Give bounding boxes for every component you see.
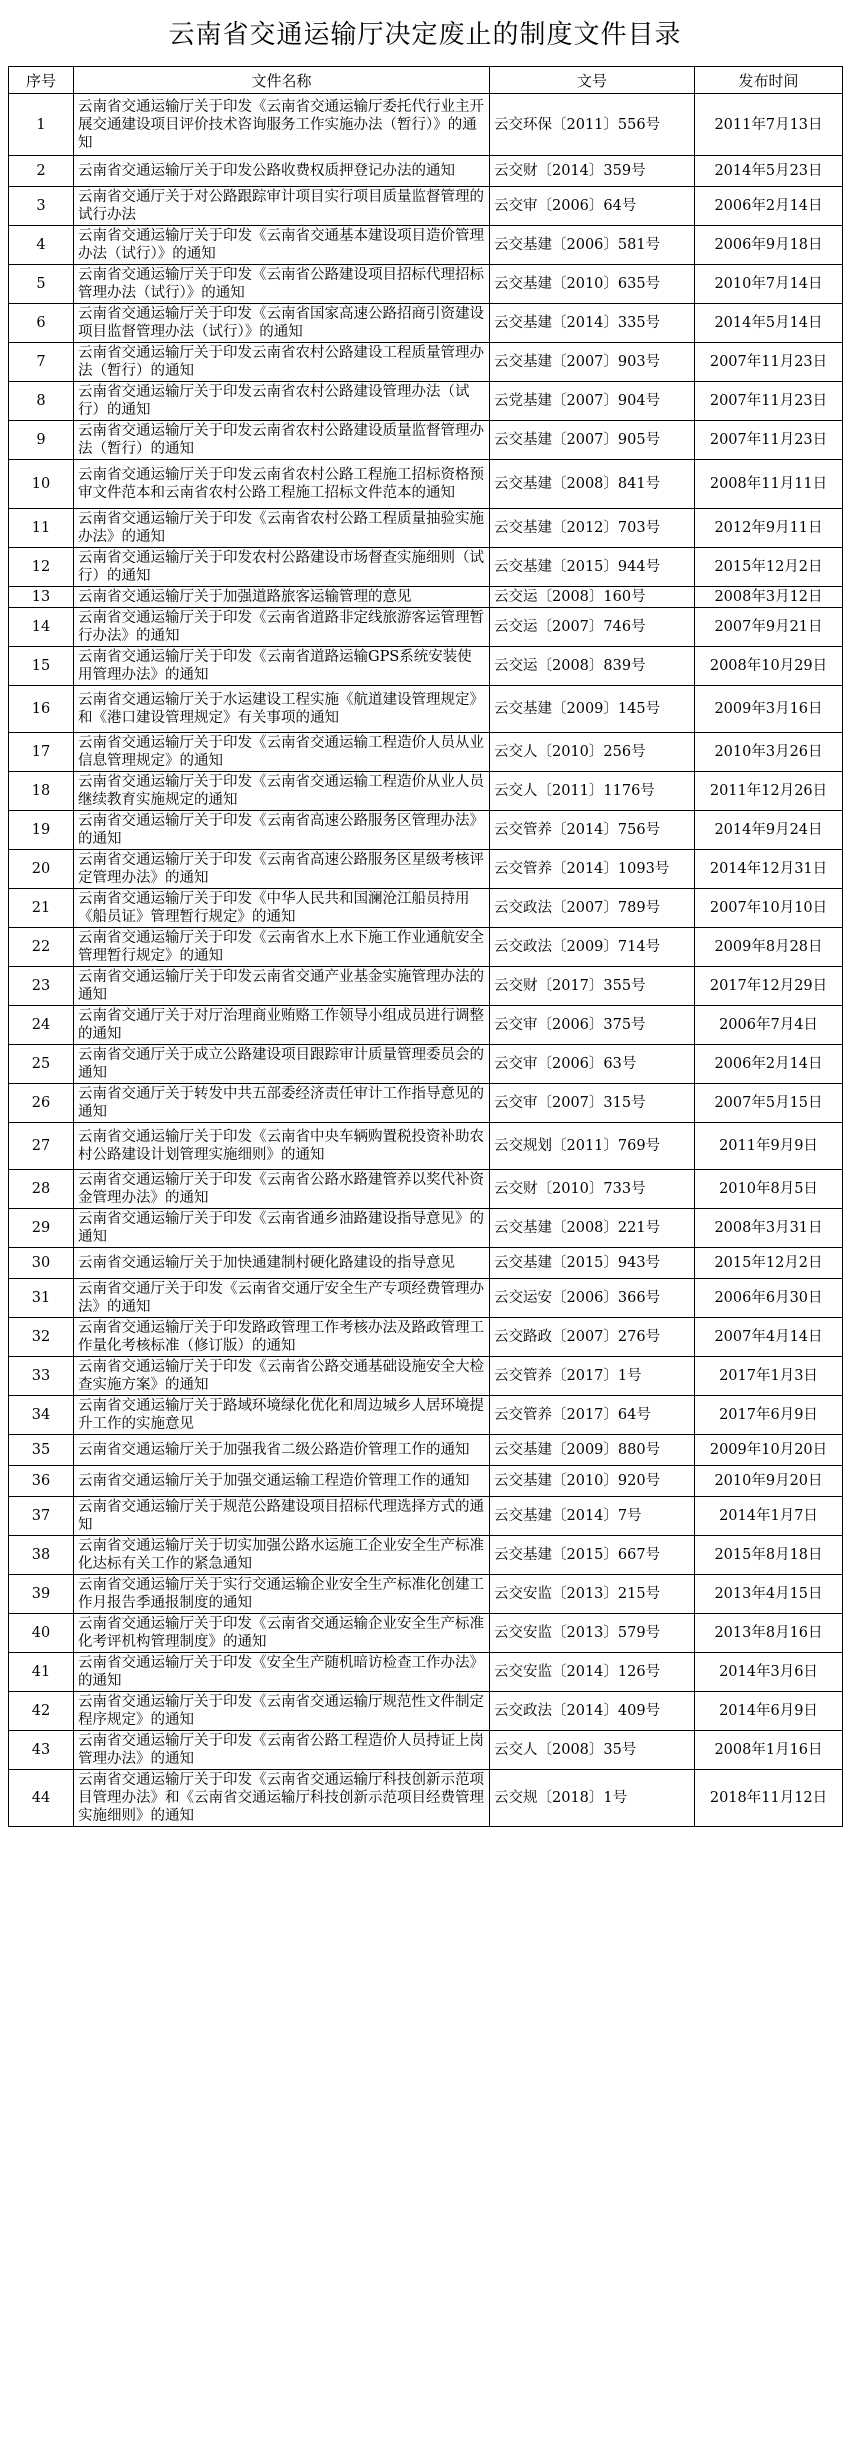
table-row	[9, 421, 843, 460]
table-row	[9, 1614, 843, 1653]
header-publish-date: 发布时间	[695, 67, 843, 94]
cell-document-name: 云南省交通运输厅关于印发《云南省公路交通基础设施安全大检查实施方案》的通知	[74, 1357, 490, 1396]
cell-publish-date: 2008年3月12日	[695, 587, 843, 608]
cell-publish-date: 2008年1月16日	[695, 1731, 843, 1770]
cell-index: 37	[9, 1497, 74, 1536]
cell-index: 27	[9, 1123, 74, 1170]
cell-document-name: 云南省交通运输厅关于印发《云南省水上水下施工作业通航安全管理暂行规定》的通知	[74, 928, 490, 967]
cell-document-number: 云交运〔2007〕746号	[490, 608, 695, 647]
cell-document-name: 云南省交通厅关于对公路跟踪审计项目实行项目质量监督管理的试行办法	[74, 187, 490, 226]
cell-index: 7	[9, 343, 74, 382]
table-row	[9, 1045, 843, 1084]
table-row	[9, 1435, 843, 1466]
cell-index: 8	[9, 382, 74, 421]
cell-document-number: 云交基建〔2007〕905号	[490, 421, 695, 460]
table-row	[9, 733, 843, 772]
table-row	[9, 226, 843, 265]
cell-index: 32	[9, 1318, 74, 1357]
table-row	[9, 1466, 843, 1497]
cell-publish-date: 2006年6月30日	[695, 1279, 843, 1318]
cell-publish-date: 2011年12月26日	[695, 772, 843, 811]
header-document-name: 文件名称	[74, 67, 490, 94]
cell-document-number: 云交基建〔2009〕145号	[490, 686, 695, 733]
cell-publish-date: 2008年3月31日	[695, 1209, 843, 1248]
table-row	[9, 343, 843, 382]
cell-index: 10	[9, 460, 74, 509]
cell-index: 20	[9, 850, 74, 889]
cell-publish-date: 2007年11月23日	[695, 421, 843, 460]
cell-index: 23	[9, 967, 74, 1006]
table-row	[9, 509, 843, 548]
cell-index: 9	[9, 421, 74, 460]
table-row	[9, 647, 843, 686]
cell-document-number: 云交政法〔2014〕409号	[490, 1692, 695, 1731]
cell-document-number: 云交审〔2006〕64号	[490, 187, 695, 226]
cell-index: 29	[9, 1209, 74, 1248]
cell-document-name: 云南省交通运输厅关于印发《云南省国家高速公路招商引资建设项目监督管理办法（试行）》的通知	[74, 304, 490, 343]
cell-publish-date: 2007年5月15日	[695, 1084, 843, 1123]
cell-index: 38	[9, 1536, 74, 1575]
cell-publish-date: 2011年7月13日	[695, 94, 843, 156]
cell-document-name: 云南省交通厅关于印发《云南省交通厅安全生产专项经费管理办法》的通知	[74, 1279, 490, 1318]
cell-publish-date: 2007年4月14日	[695, 1318, 843, 1357]
cell-document-number: 云交管养〔2017〕64号	[490, 1396, 695, 1435]
cell-index: 28	[9, 1170, 74, 1209]
cell-publish-date: 2012年9月11日	[695, 509, 843, 548]
table-row	[9, 811, 843, 850]
cell-document-name: 云南省交通运输厅关于印发《云南省交通基本建设项目造价管理办法（试行）》的通知	[74, 226, 490, 265]
cell-index: 13	[9, 587, 74, 608]
cell-publish-date: 2017年12月29日	[695, 967, 843, 1006]
cell-document-number: 云交运安〔2006〕366号	[490, 1279, 695, 1318]
cell-index: 34	[9, 1396, 74, 1435]
cell-document-number: 云交环保〔2011〕556号	[490, 94, 695, 156]
cell-document-name: 云南省交通运输厅关于印发《云南省交通运输厅委托代行业主开展交通建设项目评价技术咨询服务工作实施办法（暂行）》的通知	[74, 94, 490, 156]
cell-document-number: 云交安监〔2013〕215号	[490, 1575, 695, 1614]
cell-publish-date: 2014年12月31日	[695, 850, 843, 889]
table-row	[9, 850, 843, 889]
cell-document-number: 云交基建〔2015〕667号	[490, 1536, 695, 1575]
cell-publish-date: 2008年10月29日	[695, 647, 843, 686]
cell-index: 40	[9, 1614, 74, 1653]
cell-document-number: 云交管养〔2014〕756号	[490, 811, 695, 850]
cell-index: 4	[9, 226, 74, 265]
cell-document-number: 云交管养〔2014〕1093号	[490, 850, 695, 889]
cell-index: 3	[9, 187, 74, 226]
cell-document-number: 云交人〔2011〕1176号	[490, 772, 695, 811]
cell-document-number: 云交审〔2007〕315号	[490, 1084, 695, 1123]
cell-document-number: 云交运〔2008〕160号	[490, 587, 695, 608]
cell-publish-date: 2010年7月14日	[695, 265, 843, 304]
cell-document-name: 云南省交通运输厅关于印发《云南省交通运输工程造价人员从业信息管理规定》的通知	[74, 733, 490, 772]
cell-publish-date: 2007年11月23日	[695, 343, 843, 382]
cell-index: 16	[9, 686, 74, 733]
cell-document-number: 云交安监〔2013〕579号	[490, 1614, 695, 1653]
cell-document-name: 云南省交通运输厅关于印发农村公路建设市场督查实施细则（试行）的通知	[74, 548, 490, 587]
cell-document-name: 云南省交通运输厅关于加强道路旅客运输管理的意见	[74, 587, 490, 608]
cell-index: 19	[9, 811, 74, 850]
cell-document-name: 云南省交通运输厅关于印发云南省交通产业基金实施管理办法的通知	[74, 967, 490, 1006]
cell-index: 25	[9, 1045, 74, 1084]
table-row	[9, 1170, 843, 1209]
cell-document-number: 云交规划〔2011〕769号	[490, 1123, 695, 1170]
cell-publish-date: 2014年1月7日	[695, 1497, 843, 1536]
cell-document-number: 云交审〔2006〕63号	[490, 1045, 695, 1084]
cell-document-number: 云交基建〔2015〕944号	[490, 548, 695, 587]
table-row	[9, 587, 843, 608]
cell-document-name: 云南省交通运输厅关于印发《安全生产随机暗访检查工作办法》的通知	[74, 1653, 490, 1692]
cell-index: 2	[9, 156, 74, 187]
cell-index: 22	[9, 928, 74, 967]
cell-publish-date: 2014年5月23日	[695, 156, 843, 187]
cell-document-name: 云南省交通运输厅关于印发《云南省道路非定线旅游客运管理暂行办法》的通知	[74, 608, 490, 647]
cell-document-name: 云南省交通运输厅关于印发《云南省高速公路服务区管理办法》的通知	[74, 811, 490, 850]
cell-publish-date: 2006年7月4日	[695, 1006, 843, 1045]
cell-document-name: 云南省交通运输厅关于加快通建制村硬化路建设的指导意见	[74, 1248, 490, 1279]
table-row	[9, 1279, 843, 1318]
header-document-number: 文号	[490, 67, 695, 94]
cell-document-number: 云交基建〔2010〕920号	[490, 1466, 695, 1497]
cell-index: 21	[9, 889, 74, 928]
cell-document-name: 云南省交通运输厅关于实行交通运输企业安全生产标准化创建工作月报告季通报制度的通知	[74, 1575, 490, 1614]
table-row	[9, 686, 843, 733]
cell-document-number: 云交基建〔2014〕7号	[490, 1497, 695, 1536]
cell-document-name: 云南省交通运输厅关于印发《云南省交通运输厅科技创新示范项目管理办法》和《云南省交通运输厅科技创新示范项目经费管理实施细则》的通知	[74, 1770, 490, 1827]
table-row	[9, 1653, 843, 1692]
table-row	[9, 1692, 843, 1731]
cell-index: 35	[9, 1435, 74, 1466]
cell-document-name: 云南省交通运输厅关于路域环境绿化优化和周边城乡人居环境提升工作的实施意见	[74, 1396, 490, 1435]
cell-document-name: 云南省交通运输厅关于印发《云南省公路建设项目招标代理招标管理办法（试行）》的通知	[74, 265, 490, 304]
cell-document-name: 云南省交通运输厅关于印发《云南省交通运输工程造价从业人员继续教育实施规定的通知	[74, 772, 490, 811]
table-row	[9, 382, 843, 421]
cell-document-name: 云南省交通运输厅关于印发公路收费权质押登记办法的通知	[74, 156, 490, 187]
cell-publish-date: 2009年10月20日	[695, 1435, 843, 1466]
table-row	[9, 1396, 843, 1435]
cell-document-name: 云南省交通运输厅关于切实加强公路水运施工企业安全生产标准化达标有关工作的紧急通知	[74, 1536, 490, 1575]
table-row	[9, 1084, 843, 1123]
table-row	[9, 460, 843, 509]
cell-index: 26	[9, 1084, 74, 1123]
cell-index: 33	[9, 1357, 74, 1396]
cell-publish-date: 2015年12月2日	[695, 1248, 843, 1279]
cell-publish-date: 2010年9月20日	[695, 1466, 843, 1497]
cell-index: 39	[9, 1575, 74, 1614]
cell-document-number: 云交基建〔2012〕703号	[490, 509, 695, 548]
cell-document-name: 云南省交通厅关于转发中共五部委经济责任审计工作指导意见的通知	[74, 1084, 490, 1123]
cell-publish-date: 2009年3月16日	[695, 686, 843, 733]
cell-document-name: 云南省交通运输厅关于印发《云南省公路水路建管养以奖代补资金管理办法》的通知	[74, 1170, 490, 1209]
table-row	[9, 304, 843, 343]
cell-document-number: 云交政法〔2007〕789号	[490, 889, 695, 928]
cell-document-name: 云南省交通厅关于成立公路建设项目跟踪审计质量管理委员会的通知	[74, 1045, 490, 1084]
table-row	[9, 1006, 843, 1045]
cell-publish-date: 2013年4月15日	[695, 1575, 843, 1614]
table-row	[9, 265, 843, 304]
header-row	[9, 67, 843, 94]
cell-document-number: 云交基建〔2009〕880号	[490, 1435, 695, 1466]
cell-index: 15	[9, 647, 74, 686]
cell-index: 18	[9, 772, 74, 811]
cell-publish-date: 2014年6月9日	[695, 1692, 843, 1731]
cell-document-name: 云南省交通运输厅关于规范公路建设项目招标代理选择方式的通知	[74, 1497, 490, 1536]
table-row	[9, 1770, 843, 1827]
cell-document-number: 云交审〔2006〕375号	[490, 1006, 695, 1045]
cell-publish-date: 2006年9月18日	[695, 226, 843, 265]
cell-document-name: 云南省交通运输厅关于印发《云南省交通运输企业安全生产标准化考评机构管理制度》的通知	[74, 1614, 490, 1653]
cell-document-name: 云南省交通运输厅关于印发云南省农村公路建设工程质量管理办法（暂行）的通知	[74, 343, 490, 382]
table-row	[9, 889, 843, 928]
table-row	[9, 967, 843, 1006]
cell-document-number: 云交财〔2010〕733号	[490, 1170, 695, 1209]
cell-publish-date: 2009年8月28日	[695, 928, 843, 967]
table-row	[9, 1248, 843, 1279]
cell-document-number: 云交人〔2010〕256号	[490, 733, 695, 772]
cell-document-number: 云交基建〔2006〕581号	[490, 226, 695, 265]
cell-document-number: 云交政法〔2009〕714号	[490, 928, 695, 967]
cell-index: 44	[9, 1770, 74, 1827]
table-row	[9, 608, 843, 647]
table-row	[9, 772, 843, 811]
cell-document-number: 云党基建〔2007〕904号	[490, 382, 695, 421]
cell-index: 31	[9, 1279, 74, 1318]
cell-index: 11	[9, 509, 74, 548]
cell-publish-date: 2018年11月12日	[695, 1770, 843, 1827]
cell-document-number: 云交基建〔2008〕221号	[490, 1209, 695, 1248]
table-row	[9, 94, 843, 156]
cell-document-name: 云南省交通运输厅关于加强我省二级公路造价管理工作的通知	[74, 1435, 490, 1466]
cell-document-name: 云南省交通运输厅关于水运建设工程实施《航道建设管理规定》和《港口建设管理规定》有关事项的通知	[74, 686, 490, 733]
table-row	[9, 1357, 843, 1396]
cell-publish-date: 2014年3月6日	[695, 1653, 843, 1692]
table-row	[9, 1123, 843, 1170]
cell-document-number: 云交管养〔2017〕1号	[490, 1357, 695, 1396]
cell-document-number: 云交路政〔2007〕276号	[490, 1318, 695, 1357]
cell-publish-date: 2017年1月3日	[695, 1357, 843, 1396]
cell-document-name: 云南省交通运输厅关于印发《中华人民共和国澜沧江船员持用《船员证》管理暂行规定》的通知	[74, 889, 490, 928]
cell-document-number: 云交运〔2008〕839号	[490, 647, 695, 686]
cell-index: 1	[9, 94, 74, 156]
table-header	[9, 67, 843, 94]
table-row	[9, 1575, 843, 1614]
table-row	[9, 1209, 843, 1248]
cell-document-name: 云南省交通运输厅关于印发《云南省通乡油路建设指导意见》的通知	[74, 1209, 490, 1248]
cell-document-number: 云交安监〔2014〕126号	[490, 1653, 695, 1692]
cell-publish-date: 2014年5月14日	[695, 304, 843, 343]
cell-publish-date: 2006年2月14日	[695, 187, 843, 226]
cell-document-name: 云南省交通运输厅关于印发云南省农村公路建设质量监督管理办法（暂行）的通知	[74, 421, 490, 460]
table-row	[9, 1318, 843, 1357]
table-row	[9, 187, 843, 226]
cell-document-number: 云交基建〔2014〕335号	[490, 304, 695, 343]
cell-publish-date: 2007年9月21日	[695, 608, 843, 647]
cell-document-name: 云南省交通运输厅关于印发路政管理工作考核办法及路政管理工作量化考核标准（修订版）的通知	[74, 1318, 490, 1357]
cell-document-name: 云南省交通运输厅关于印发《云南省交通运输厅规范性文件制定程序规定》的通知	[74, 1692, 490, 1731]
cell-index: 24	[9, 1006, 74, 1045]
repealed-documents-table	[8, 66, 843, 1827]
cell-document-number: 云交基建〔2007〕903号	[490, 343, 695, 382]
cell-publish-date: 2015年12月2日	[695, 548, 843, 587]
cell-document-name: 云南省交通运输厅关于印发《云南省高速公路服务区星级考核评定管理办法》的通知	[74, 850, 490, 889]
cell-document-name: 云南省交通运输厅关于印发云南省农村公路工程施工招标资格预审文件范本和云南省农村公路工程施工招标文件范本的通知	[74, 460, 490, 509]
cell-index: 6	[9, 304, 74, 343]
table-row	[9, 928, 843, 967]
table-row	[9, 1731, 843, 1770]
document-title: 云南省交通运输厅决定废止的制度文件目录	[168, 20, 682, 50]
cell-publish-date: 2010年3月26日	[695, 733, 843, 772]
cell-document-number: 云交基建〔2010〕635号	[490, 265, 695, 304]
cell-document-name: 云南省交通运输厅关于加强交通运输工程造价管理工作的通知	[74, 1466, 490, 1497]
cell-index: 12	[9, 548, 74, 587]
cell-index: 41	[9, 1653, 74, 1692]
cell-index: 43	[9, 1731, 74, 1770]
cell-index: 17	[9, 733, 74, 772]
cell-index: 42	[9, 1692, 74, 1731]
cell-publish-date: 2015年8月18日	[695, 1536, 843, 1575]
cell-document-number: 云交规〔2018〕1号	[490, 1770, 695, 1827]
cell-publish-date: 2007年10月10日	[695, 889, 843, 928]
cell-index: 30	[9, 1248, 74, 1279]
cell-document-number: 云交人〔2008〕35号	[490, 1731, 695, 1770]
table-row	[9, 548, 843, 587]
cell-document-name: 云南省交通运输厅关于印发云南省农村公路建设管理办法（试行）的通知	[74, 382, 490, 421]
cell-publish-date: 2017年6月9日	[695, 1396, 843, 1435]
cell-publish-date: 2007年11月23日	[695, 382, 843, 421]
cell-publish-date: 2010年8月5日	[695, 1170, 843, 1209]
cell-document-name: 云南省交通运输厅关于印发《云南省道路运输GPS系统安装使用管理办法》的通知	[74, 647, 490, 686]
cell-document-name: 云南省交通厅关于对厅治理商业贿赂工作领导小组成员进行调整的通知	[74, 1006, 490, 1045]
cell-publish-date: 2006年2月14日	[695, 1045, 843, 1084]
table-row	[9, 1536, 843, 1575]
cell-document-name: 云南省交通运输厅关于印发《云南省公路工程造价人员持证上岗管理办法》的通知	[74, 1731, 490, 1770]
table-row	[9, 156, 843, 187]
header-index: 序号	[9, 67, 74, 94]
table-row	[9, 1497, 843, 1536]
cell-document-number: 云交基建〔2008〕841号	[490, 460, 695, 509]
cell-publish-date: 2011年9月9日	[695, 1123, 843, 1170]
cell-index: 36	[9, 1466, 74, 1497]
cell-document-number: 云交财〔2017〕355号	[490, 967, 695, 1006]
cell-index: 14	[9, 608, 74, 647]
cell-index: 5	[9, 265, 74, 304]
table-body	[9, 94, 843, 1827]
cell-publish-date: 2008年11月11日	[695, 460, 843, 509]
cell-document-name: 云南省交通运输厅关于印发《云南省农村公路工程质量抽验实施办法》的通知	[74, 509, 490, 548]
cell-publish-date: 2014年9月24日	[695, 811, 843, 850]
cell-document-name: 云南省交通运输厅关于印发《云南省中央车辆购置税投资补助农村公路建设计划管理实施细则》的通知	[74, 1123, 490, 1170]
cell-document-number: 云交财〔2014〕359号	[490, 156, 695, 187]
cell-document-number: 云交基建〔2015〕943号	[490, 1248, 695, 1279]
cell-publish-date: 2013年8月16日	[695, 1614, 843, 1653]
